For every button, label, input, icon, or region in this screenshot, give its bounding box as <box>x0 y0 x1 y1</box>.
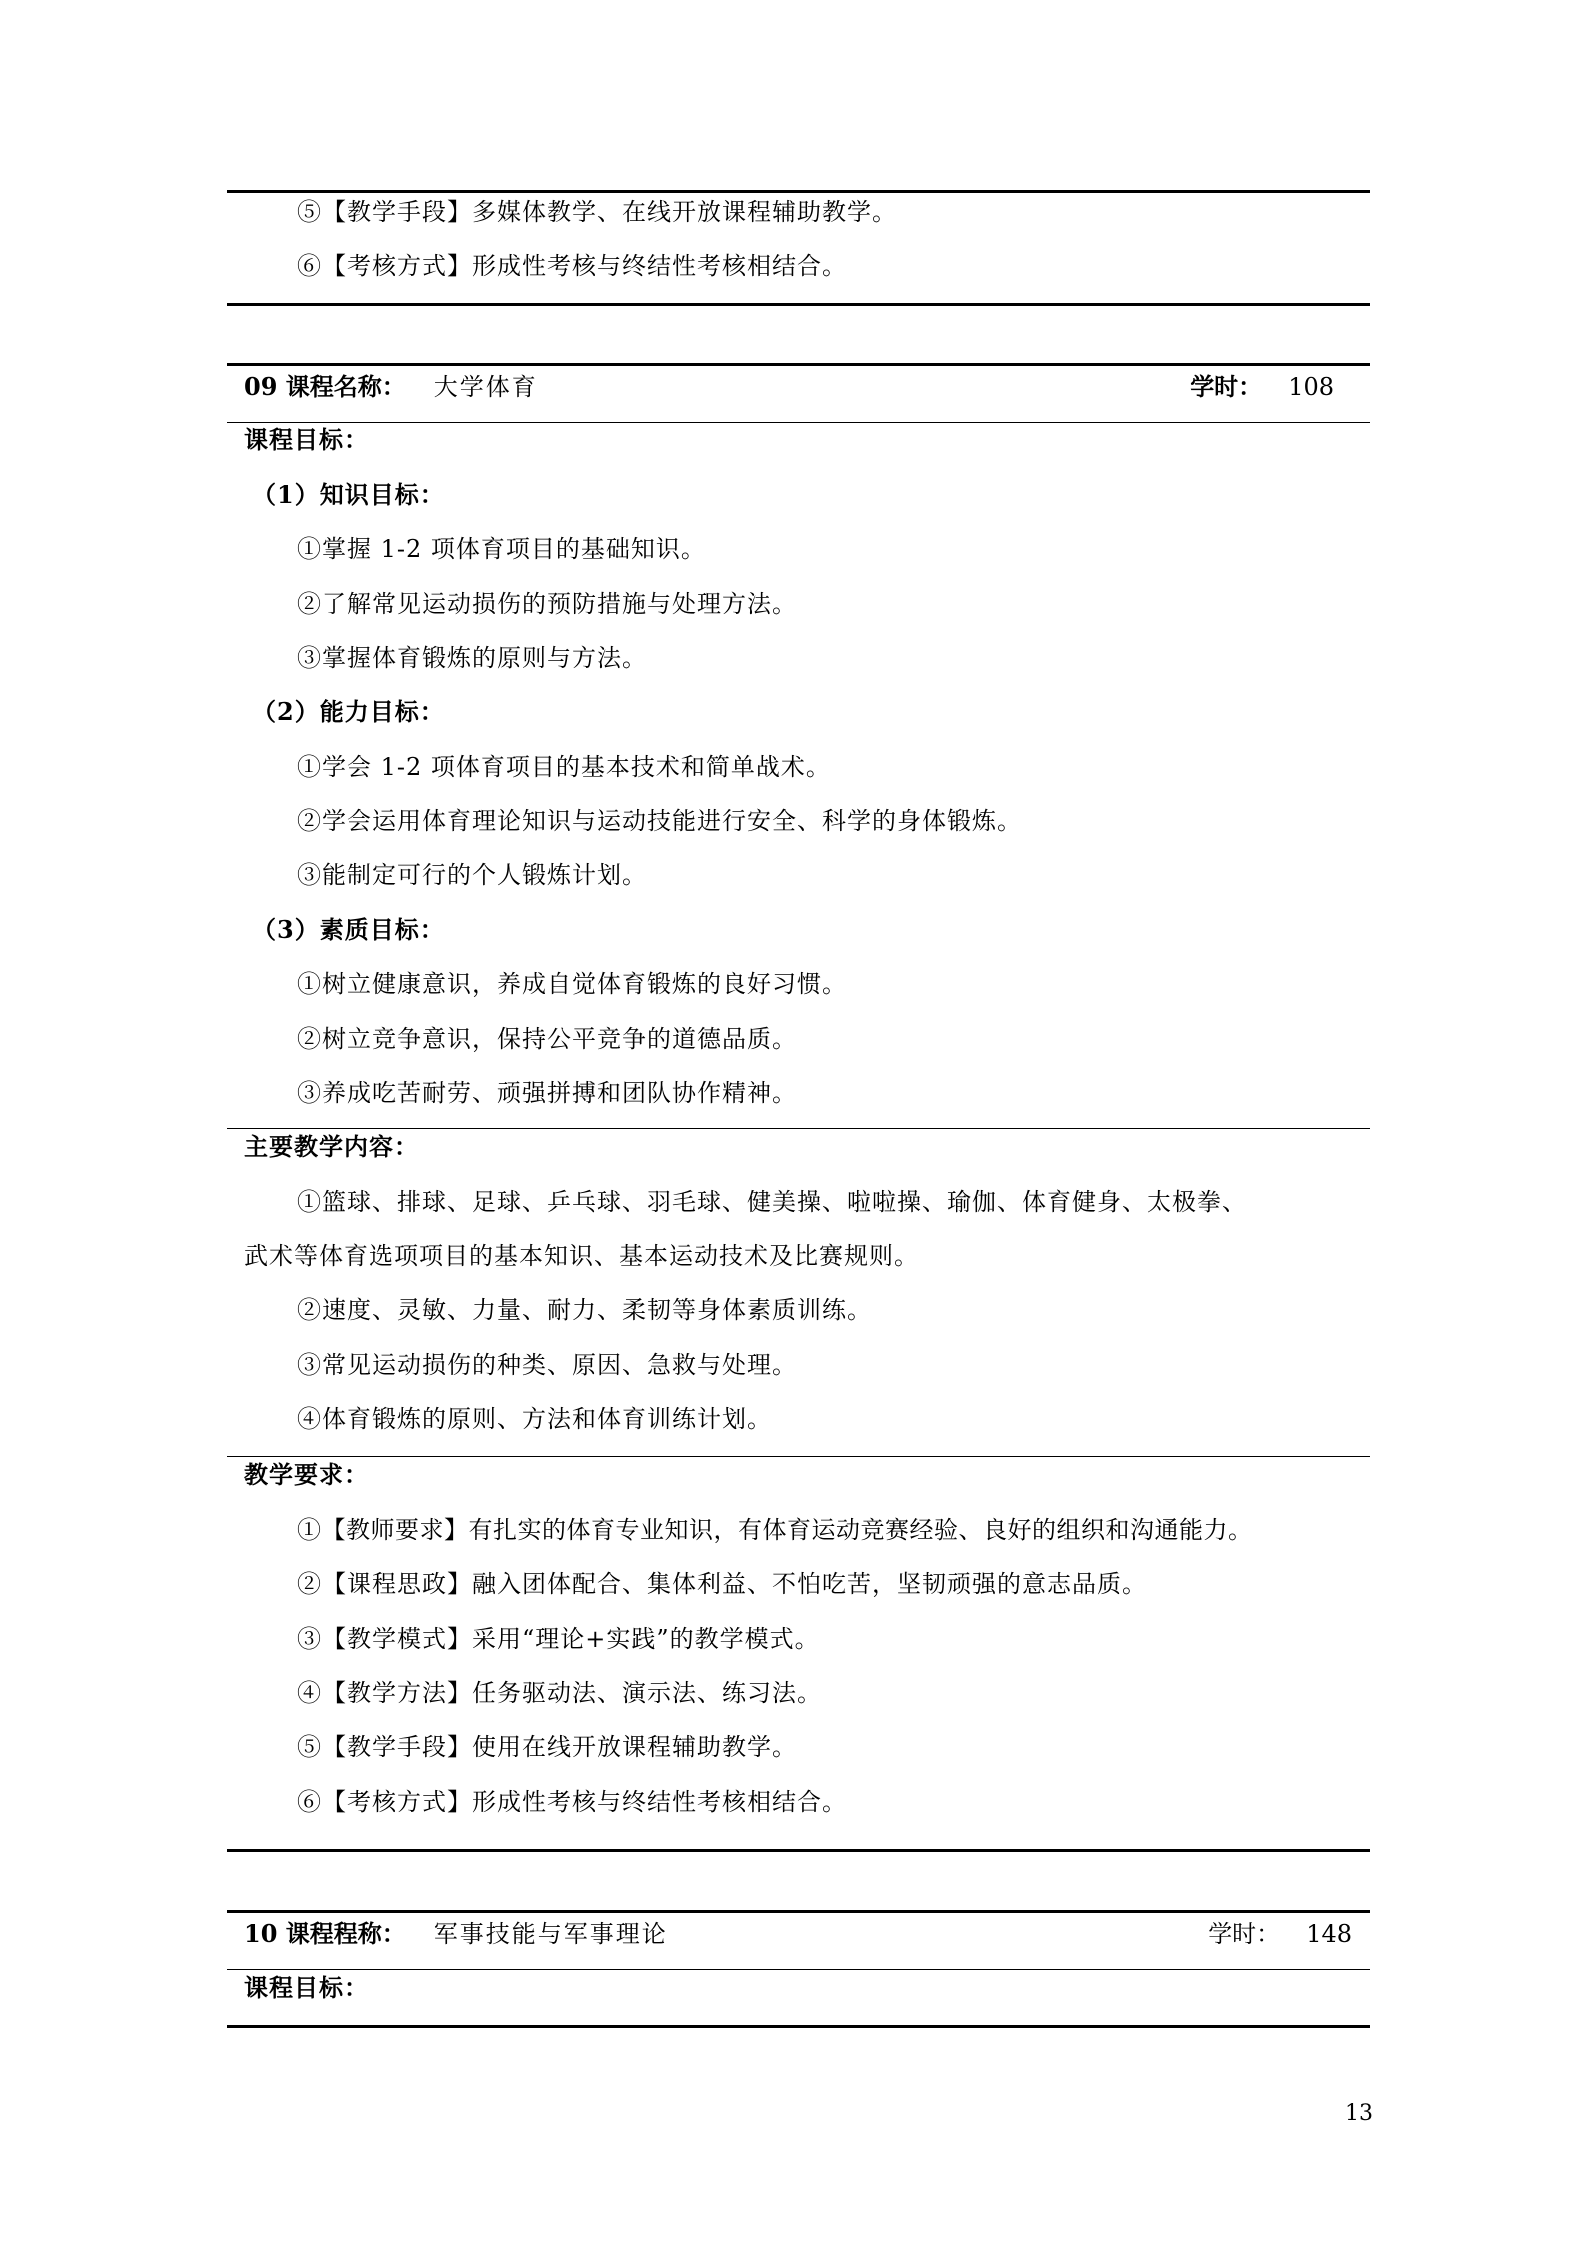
course-hours <box>1208 1919 1352 1949</box>
list-item: ①学会 1-2 项体育项目的基本技术和简单战术。 <box>297 753 831 781</box>
divider <box>227 2025 1370 2028</box>
requirements-title: 教学要求： <box>244 1460 369 1489</box>
divider <box>227 190 1370 193</box>
divider <box>227 1849 1370 1852</box>
objectives-title: 课程目标： <box>244 425 369 454</box>
divider <box>227 303 1370 306</box>
list-item: ①【教师要求】有扎实的体育专业知识，有体育运动竞赛经验、良好的组织和沟通能力。 <box>297 1516 1253 1544</box>
page-number: 13 <box>1345 2101 1373 2126</box>
hours-value: 148 <box>1306 1920 1352 1948</box>
list-item: ③掌握体育锻炼的原则与方法。 <box>297 644 647 672</box>
content-title: 主要教学内容： <box>244 1132 419 1161</box>
list-item: ②【课程思政】融入团体配合、集体利益、不怕吃苦，坚韧顽强的意志品质。 <box>297 1570 1147 1598</box>
course-09-table <box>227 363 1370 1863</box>
course-name: 军事技能与军事理论 <box>433 1920 668 1948</box>
divider <box>227 363 1370 366</box>
divider <box>227 1969 1370 1970</box>
divider <box>227 1128 1370 1129</box>
course-name-label: 09 课程名称： <box>244 372 406 401</box>
knowledge-title: （1）知识目标： <box>252 480 445 509</box>
course-name-label: 10 课程程称： <box>244 1919 406 1948</box>
quality-title: （3）素质目标： <box>252 915 445 944</box>
course-name: 大学体育 <box>433 373 538 401</box>
list-item: ⑤【教学手段】多媒体教学、在线开放课程辅助教学。 <box>297 198 897 226</box>
hours-value: 108 <box>1288 373 1334 401</box>
course-10-table <box>227 1910 1370 2040</box>
hours-label: 学时： <box>1190 372 1263 401</box>
list-item: ③能制定可行的个人锻炼计划。 <box>297 861 647 889</box>
course-10-header <box>244 1919 1352 1949</box>
list-item: ⑤【教学手段】使用在线开放课程辅助教学。 <box>297 1733 797 1761</box>
list-item: ③养成吃苦耐劳、顽强拼搏和团队协作精神。 <box>297 1079 797 1107</box>
list-item: ⑥【考核方式】形成性考核与终结性考核相结合。 <box>297 252 847 280</box>
list-item: ①掌握 1-2 项体育项目的基础知识。 <box>297 535 706 563</box>
list-item: ③【教学模式】采用“理论+实践”的教学模式。 <box>297 1625 820 1653</box>
list-item: ②了解常见运动损伤的预防措施与处理方法。 <box>297 590 797 618</box>
divider <box>227 422 1370 423</box>
objectives-title: 课程目标： <box>244 1973 369 2002</box>
list-item: ①篮球、排球、足球、乒乓球、羽毛球、健美操、啦啦操、瑜伽、体育健身、太极拳、 <box>297 1188 1247 1216</box>
divider <box>227 1456 1370 1457</box>
hours-label: 学时： <box>1208 1920 1281 1948</box>
list-item: ②树立竞争意识，保持公平竞争的道德品质。 <box>297 1025 797 1053</box>
ability-title: （2）能力目标： <box>252 697 445 726</box>
divider <box>227 1910 1370 1913</box>
list-item: ③常见运动损伤的种类、原因、急救与处理。 <box>297 1351 797 1379</box>
list-item: ④【教学方法】任务驱动法、演示法、练习法。 <box>297 1679 822 1707</box>
course-09-header <box>244 372 1352 402</box>
list-item: ②速度、灵敏、力量、耐力、柔韧等身体素质训练。 <box>297 1296 872 1324</box>
prev-section <box>227 190 1370 310</box>
course-hours <box>1190 372 1334 402</box>
list-item: ④体育锻炼的原则、方法和体育训练计划。 <box>297 1405 772 1433</box>
list-item: ②学会运用体育理论知识与运动技能进行安全、科学的身体锻炼。 <box>297 807 1022 835</box>
list-item: ⑥【考核方式】形成性考核与终结性考核相结合。 <box>297 1788 847 1816</box>
list-item: ①树立健康意识，养成自觉体育锻炼的良好习惯。 <box>297 970 847 998</box>
list-item-continuation: 武术等体育选项项目的基本知识、基本运动技术及比赛规则。 <box>244 1242 919 1270</box>
